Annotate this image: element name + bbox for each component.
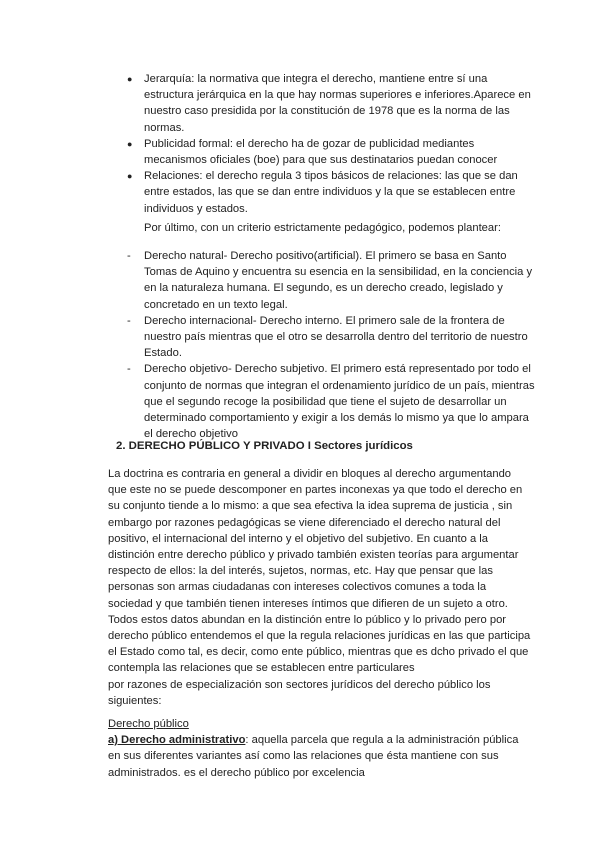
dash-icon: - [127,363,131,376]
section-heading: 2. DERECHO PÚBLICO Y PRIVADO I Sectores jurídicos [116,440,413,452]
bullet-item-publicidad: ● Publicidad formal: el derecho ha de gozar de publicidad mediantes mecanismos oficiales (boe) para que sus destinatarios puedan conocer [127,137,498,167]
subsection-line: administrados. es el derecho público por excelencia [108,766,365,779]
bullet-icon: ● [127,74,133,84]
dash-icon: - [127,250,131,262]
subsection-line: en sus diferentes variantes así como las relaciones que ésta mantiene con sus [108,750,499,763]
paragraph-line: respecto de ellos: la del interés, sujetos, normas, etc. Hay que pensar que las [108,565,493,578]
item-label: a) Derecho administrativo [108,734,246,747]
paragraph-line: distinción entre derecho público y privado también existen teorías para argumentar [108,549,519,562]
paragraph-line: contempla las relaciones que se establecen entre particulares [108,662,415,675]
subsection-derecho-publico [108,716,528,781]
paragraph-line: embargo por razones pedagógicas se viene diferenciado el derecho natural del [108,516,501,529]
paragraph-line: sociedad y que también tienen intereses íntimos que difieren de un sujeto a otro. [108,597,508,610]
subsection-body [108,732,528,781]
paragraph-line: el Estado como tal, es decir, como ente público, mientras que es dcho privado el que [108,646,529,659]
body-paragraph [108,466,531,709]
classification-dash-list [127,248,539,442]
bullet-icon: ● [127,138,133,149]
intro-text: Por último, con un criterio estrictamente pedagógico, podemos plantear: [144,222,501,234]
paragraph-line: derecho público entendemos el que la regula relaciones jurídicas en las que participa [108,630,531,643]
bullet-item-relaciones: ● Relaciones: el derecho regula 3 tipos básicos de relaciones: las que se dan entre estados, las que se dan entre individuos y la que se establecen entre individuos y estados. [127,170,518,215]
dash-icon: - [127,314,131,327]
bullet-icon: ● [127,171,133,182]
paragraph-line: La doctrina es contraria en general a dividir en bloques al derecho argumentando [108,468,512,480]
dash-item-internacional-interno: - Derecho internacional- Derecho interno. El primero sale de la frontera de nuestro país mientras que el otro se desarrolla dentro del territorio de nuestro Estado. [127,314,528,360]
dash-item-objetivo-subjetivo: - Derecho objetivo- Derecho subjetivo. El primero está representado por todo el conjunto de normas que integran el ordenamiento jurídico de un país, mientras que el segundo recoge la posibilidad que tiene el sujeto de desarrollar un determinado comportamiento y exigir a los demás lo mismo ya que lo ampara el derecho objetivo [127,363,535,441]
feature-bullet-list [127,71,535,217]
bullet-item-jerarquia: ● Jerarquía: la normativa que integra el derecho, mantiene entre sí una estructura jerárquica en la que hay normas superiores e inferiores.Aparece en nuestro caso presidida por la constitución de 1978 que es la norma de las normas. [127,73,531,134]
paragraph-line: siguientes: [108,694,162,707]
paragraph-line: positivo, el internacional del interno y el objetivo del subjetivo. En cuanto a la [108,532,488,545]
paragraph-line: Todos estos datos abundan en la distinción entre lo público y lo privado pero por [108,613,507,626]
paragraph-line: su conjunto tiende a lo mismo: a que sea efectiva la idea suprema de justicia , sin [108,500,513,513]
paragraph-line: que este no se puede descomponer en partes inconexas ya que todo el derecho en [108,484,523,497]
paragraph-line: por razones de especialización son sectores jurídicos del derecho público los [108,678,491,691]
dash-item-natural-positivo: - Derecho natural- Derecho positivo(artificial). El primero se basa en Santo Tomas de Aquino y encuentra su esencia en la sensibilidad, en la conciencia y en la naturaleza humana. El segundo, es un derecho creado, legislado y concretado en un texto legal. [127,250,533,311]
subsection-title: Derecho público [108,718,189,730]
subsection-line: a) Derecho administrativo: aquella parcela que regula a la administración pública [108,734,519,747]
paragraph-line: personas son armas ciudadanas con intereses colectivos comunes a toda la [108,581,487,594]
